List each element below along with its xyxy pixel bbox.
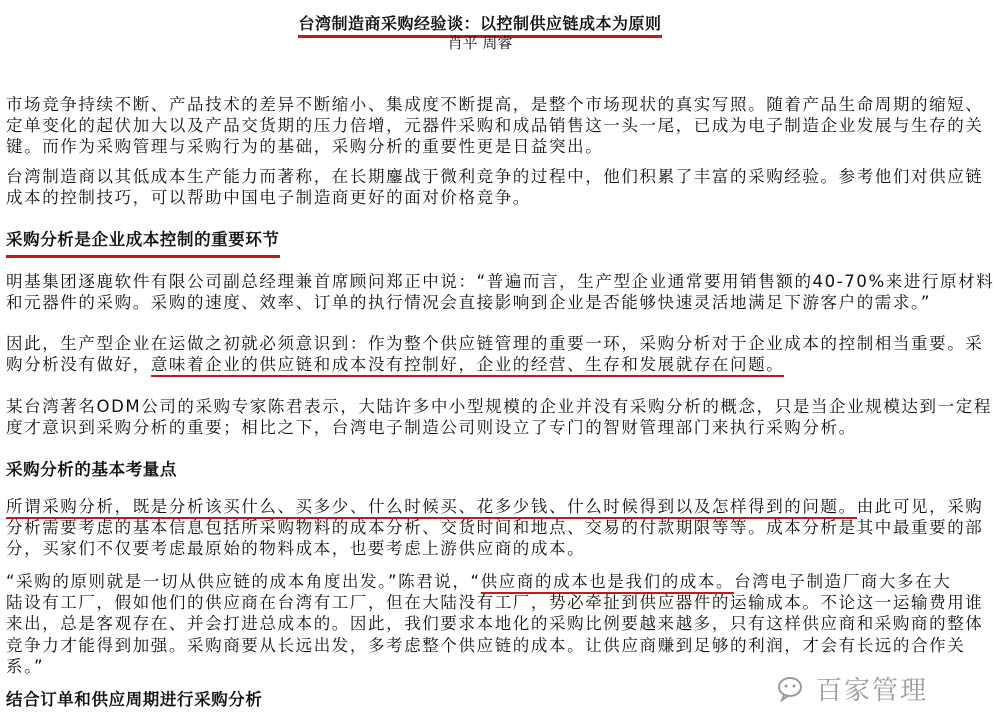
text-segment: 定单变化的起伏加大以及产品交货期的压力倍增，元器件采购和成品销售这一头一尾，已成为电子制造企业发展与生存的关 [6, 116, 984, 136]
text-segment: 竞争力才能得到加强。采购商要从长远出发，多考虑整个供应链的成本。让供应商赚到足够的利润，才会有长远的合作关 [6, 635, 966, 655]
text-line [6, 538, 983, 559]
section-heading-text: 采购分析是企业成本控制的重要环节 [6, 230, 280, 258]
text-line [6, 166, 983, 187]
text-segment: 和元器件的采购。采购的速度、效率、订单的执行情况会直接影响到企业是否能够快速灵活地满足下游客户的需求。” [6, 293, 931, 313]
underlined-text: 所谓采购分析，既是分析该买什么、买多少、什么时候买、花多少钱、什么时候得到以及怎样得到的问题。 [6, 497, 857, 519]
text-line [6, 94, 983, 115]
article-title [0, 11, 960, 34]
wechat-icon [776, 674, 810, 704]
text-segment: 某台湾著名ODM公司的采购专家陈君表示，大陆许多中小型规模的企业并没有采购分析的概念，只是当企业规模达到一定程 [6, 397, 992, 416]
text-segment: 成本的控制技巧，可以帮助中国电子制造商更好的面对价格竞争。 [6, 188, 531, 208]
text-line [6, 592, 983, 613]
text-segment: 来出，总是客观存在、并会打进总成本的。因此，我们要求本地化的采购比例要越来越多，只有这样供应商和采购商的整体 [6, 614, 984, 634]
underlined-text: 意味着企业的供应链和成本没有控制好，企业的经营、生存和发展就存在问题。 [151, 355, 785, 377]
paragraph [6, 333, 983, 375]
paragraph [6, 396, 992, 438]
paragraph [6, 94, 983, 158]
text-segment: 因此，生产型企业在运做之初就必须意识到：作为整个供应链管理的重要一环，采购分析对于企业成本的控制相当重要。采 [6, 334, 984, 353]
text-line [6, 613, 983, 634]
text-segment: 键。而作为采购管理与采购行为的基础，采购分析的重要性更是日益突出。 [6, 137, 604, 157]
paragraph [6, 271, 994, 313]
text-line [6, 354, 983, 375]
text-line [6, 115, 983, 136]
watermark [776, 670, 928, 707]
article-author: 肖平 周睿 [447, 34, 513, 52]
text-segment: 台湾电子制造厂商大多在大 [734, 572, 952, 591]
text-line [6, 571, 983, 592]
text-segment: “采购的原则就是一切从供应链的成本角度出发。”陈君说，“ [6, 572, 481, 591]
text-line [6, 187, 983, 208]
text-line [6, 271, 994, 292]
text-segment: 由此可见，采购 [856, 497, 984, 516]
text-segment: 分析需要考虑的基本信息包括所采购物料的成本分析、交货时间和地点、交易的付款期限等等。成本分析是其中最重要的部 [6, 518, 984, 538]
section-heading: 采购分析的基本考量点 [6, 460, 177, 479]
section-heading [6, 226, 280, 250]
text-line [6, 635, 983, 656]
text-segment: 台湾制造商以其低成本生产能力而著称，在长期鏖战于微利竞争的过程中，他们积累了丰富的采购经验。参考他们对供应链 [6, 167, 984, 186]
text-line [6, 292, 994, 313]
paragraph [6, 571, 983, 677]
text-segment: 市场竞争持续不断、产品技术的差异不断缩小、集成度不断提高，是整个市场现状的真实写照。随着产品生命周期的缩短、 [6, 95, 984, 114]
text-line [6, 517, 983, 538]
text-line [6, 333, 983, 354]
section-heading: 结合订单和供应周期进行采购分析 [6, 690, 263, 709]
text-segment: 陆设有工厂，假如他们的供应商在台湾有工厂，但在大陆没有工厂，势必牵扯到供应器件的运输成本。不论这一运输费用谁 [6, 593, 984, 613]
text-segment: 度才意识到采购分析的重要；相比之下，台湾电子制造公司则设立了专门的智财管理部门来执行采购分析。 [6, 418, 857, 438]
text-line [6, 417, 992, 438]
text-line [6, 136, 983, 157]
text-line [6, 396, 992, 417]
paragraph [6, 496, 983, 560]
text-segment: 系。” [6, 656, 45, 676]
text-segment: 分，买家们不仅要考虑最原始的物料成本，也要考虑上游供应商的成本。 [6, 539, 586, 559]
text-segment: 明基集团逐鹿软件有限公司副总经理兼首席顾问郑正中说：“普遍而言，生产型企业通常要用销售额的40-70%来进行原材料 [6, 272, 994, 291]
watermark-text: 百家管理 [816, 676, 929, 706]
underlined-text: 供应商的成本也是我们的成本。 [481, 572, 734, 594]
text-line [6, 496, 983, 517]
paragraph [6, 166, 983, 208]
article-title-text: 台湾制造商采购经验谈：以控制供应链成本为原则 [298, 14, 661, 38]
text-segment: 购分析没有做好， [6, 355, 151, 375]
